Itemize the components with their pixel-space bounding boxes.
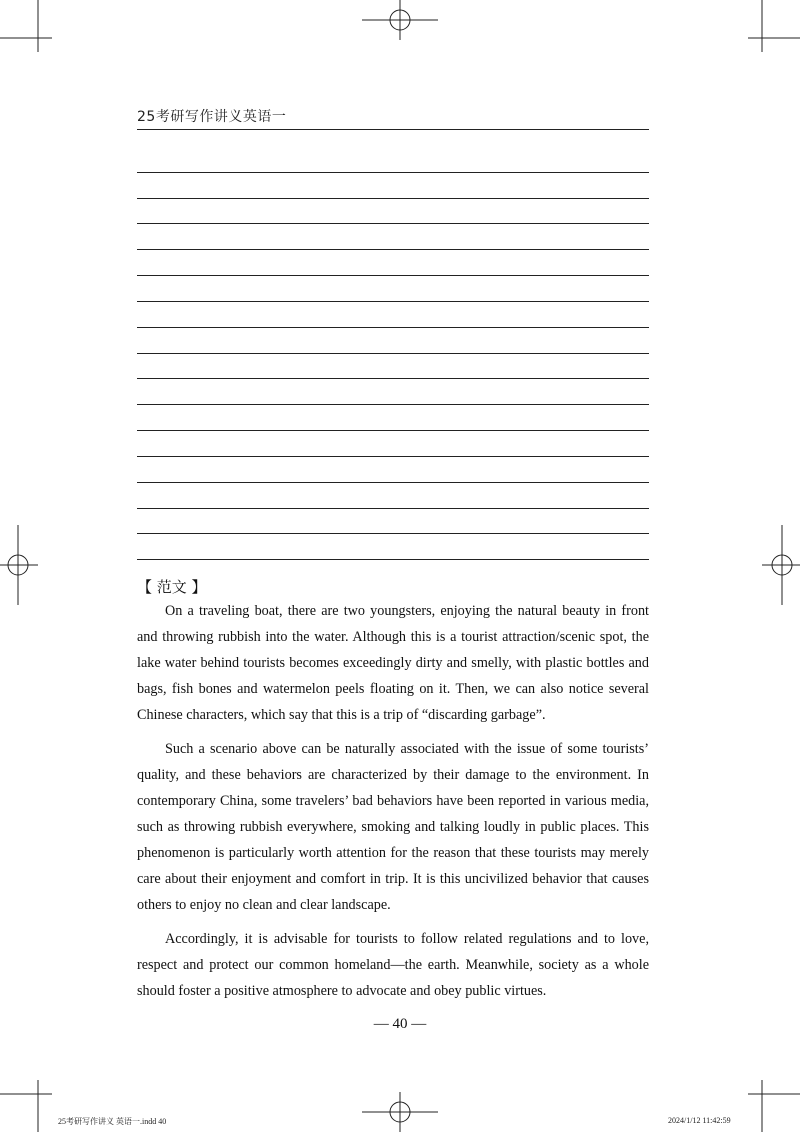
running-header-title: 25考研写作讲义英语一 bbox=[137, 109, 287, 125]
writing-line bbox=[137, 482, 649, 483]
writing-line bbox=[137, 353, 649, 354]
writing-line bbox=[137, 430, 649, 431]
writing-line bbox=[137, 559, 649, 560]
writing-line bbox=[137, 223, 649, 224]
page-number: — 40 — bbox=[373, 1016, 427, 1032]
writing-line bbox=[137, 172, 649, 173]
essay-paragraph: On a traveling boat, there are two youngsters, enjoying the natural beauty in front and throwing rubbish into the water. Although this is a tourist attraction/scenic spot, the lake water behind tourists becomes exceedingly dirty and smelly, with plastic bottles and bags, fish bones and watermelon peels floating on it. Then, we can also notice several Chinese characters, which say that this is a trip of “discarding garbage”. bbox=[137, 603, 649, 723]
writing-line bbox=[137, 404, 649, 405]
writing-line bbox=[137, 301, 649, 302]
essay-paragraph: Accordingly, it is advisable for tourists to follow related regulations and to love, respect and protect our common homeland—the earth. Meanwhile, society as a whole should foster a positive atmosphere to advocate and obey public virtues. bbox=[137, 931, 649, 999]
slug-file-name: 25考研写作讲义 英语一.indd 40 bbox=[58, 1117, 167, 1126]
writing-line bbox=[137, 275, 649, 276]
writing-line bbox=[137, 327, 649, 328]
writing-line bbox=[137, 533, 649, 534]
essay-paragraph: Such a scenario above can be naturally associated with the issue of some tourists’ quality, and these behaviors are characterized by their damage to the environment. In contemporary China, some travelers’ bad behaviors have been reported in various media, such as throwing rubbish everywhere, smoking and talking loudly in public places. This phenomenon is particularly worth attention for the reason that these tourists may merely care about their enjoyment and comfort in trip. It is this uncivilized behavior that causes others to enjoy no clean and clear landscape. bbox=[137, 741, 649, 913]
slug-timestamp: 2024/1/12 11:42:59 bbox=[668, 1116, 731, 1125]
writing-line bbox=[137, 456, 649, 457]
sample-essay-label: 【 范文 】 bbox=[137, 578, 207, 596]
writing-line bbox=[137, 378, 649, 379]
writing-line bbox=[137, 249, 649, 250]
header-rule bbox=[137, 129, 649, 130]
writing-line bbox=[137, 198, 649, 199]
sample-essay bbox=[137, 598, 649, 1012]
writing-line bbox=[137, 508, 649, 509]
